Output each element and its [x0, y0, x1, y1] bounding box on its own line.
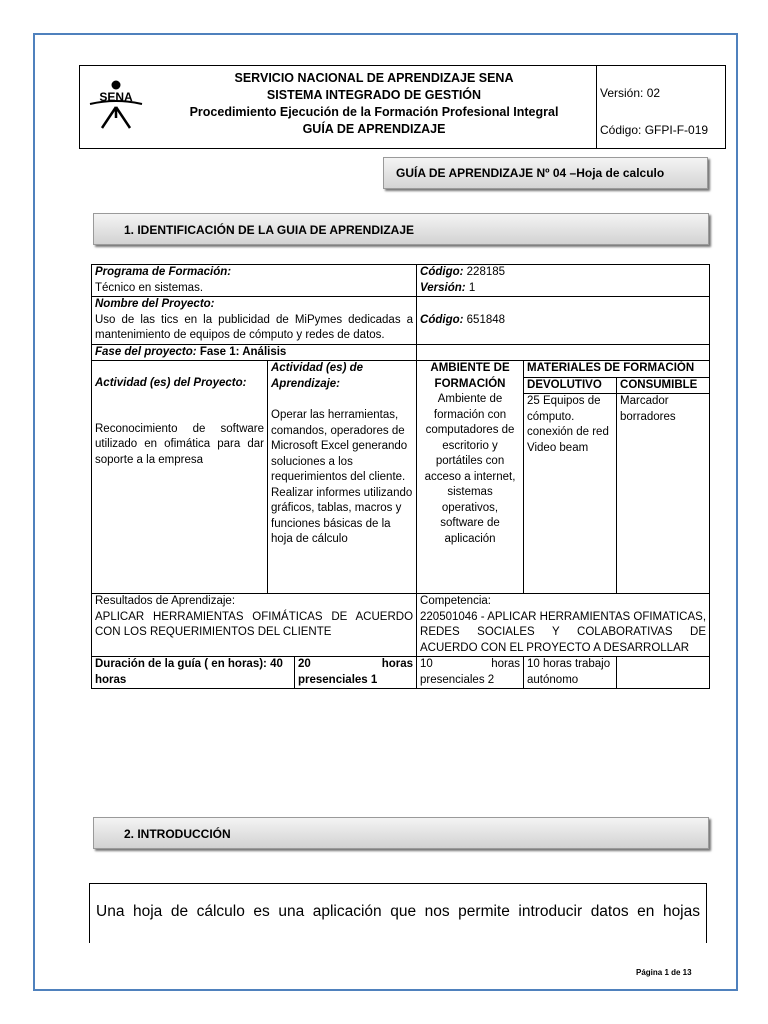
section-1-title: 1. IDENTIFICACIÓN DE LA GUIA DE APRENDIZAJE [93, 213, 709, 245]
identification-table: Programa de Formación: Técnico en sistemas. Código: 228185 Versión: 1 Nombre del Proyecto: Uso de las tics en la publicidad de MiPymes dedicadas a mantenimiento de equipos de cómputo y redes de datos. Código: 651848 Fase del proyecto: Fase 1: Análisis Actividad (es) del Proyecto: Reconocimiento de software utilizado en ofimática para dar soporte a la empresa Actividad (es) de Aprendizaje: Operar las herramientas, comandos, operadores de Microsoft Excel generando soluciones a los requerimientos del cliente. Realizar informes utilizando gráficos, tablas, macros y funciones básicas de la hoja de cálculo AMBIENTE DE FORMACIÓN Ambiente de formación con computadores de escritorio y portátiles con acceso a internet, sistemas operativos, software de aplicación MATERIALES DE FORMACIÓN DEVOLUTIVO CONSUMIBLE 25 Equipos de cómputo. conexión de red Video beam Marcador borradores Resultados de Aprendizaje: APLICAR HERRAMIENTAS OFIMÁTICAS DE ACUERDO CON LOS REQUERIMIENTOS DEL CLIENTE Competencia: 220501046 - APLICAR HERRAMIENTAS OFIMATICAS, REDES SOCIALES Y COLABORATIVAS DE ACUERDO CON EL PROYECTO A DESARROLLAR Duración de la guía ( en horas): 40 horas 20 horas presenciales 1 10 horas presenciales 2 10 horas trabajo autónomo [91, 264, 710, 689]
guide-title: GUÍA DE APRENDIZAJE Nº 04 –Hoja de calculo [383, 157, 708, 189]
consumible-value: Marcador borradores [617, 394, 710, 594]
programa-value: Técnico en sistemas. [95, 281, 204, 294]
codigo-value: 228185 [466, 266, 506, 278]
document-header [79, 65, 726, 149]
introduction-text: Una hoja de cálculo es una aplicación que nos permite introducir datos en hojas [96, 903, 700, 920]
page-number: Página 1 de 13 [636, 968, 692, 977]
header-title: SERVICIO NACIONAL DE APRENDIZAJE SENA SISTEMA INTEGRADO DE GESTIÓN Procedimiento Ejecución de la Formación Profesional Integral GUÍA DE APRENDIZAJE [189, 71, 559, 136]
header-version: Versión: 02 [600, 86, 661, 100]
codigo-proyecto-value: 651848 [466, 313, 506, 326]
header-code: Código: GFPI-F-019 [600, 123, 709, 137]
version-value: 1 [468, 281, 476, 294]
section-2-title: 2. INTRODUCCIÓN [93, 817, 709, 849]
actividad-aprendizaje-2: Realizar informes utilizando gráficos, tablas, macros y funciones básicas de la hoja de cálculo [271, 486, 413, 545]
programa-label: Programa de Formación: [95, 266, 232, 278]
proyecto-value: Uso de las tics en la publicidad de MiPymes dedicadas a mantenimiento de equipos de cómputo y redes de datos. [95, 313, 414, 341]
introduction-box [89, 883, 707, 943]
devolutivo-value: 25 Equipos de cómputo. conexión de red Video beam [524, 394, 617, 594]
sena-logo [80, 66, 152, 148]
fase-value: Fase 1: Análisis [199, 345, 287, 358]
actividad-proyecto-value: Reconocimiento de software utilizado en ofimática para dar soporte a la empresa [95, 422, 264, 466]
competencia-value: 220501046 - APLICAR HERRAMIENTAS OFIMATICAS, REDES SOCIALES Y COLABORATIVAS DE ACUERDO CON EL PROYECTO A DESARROLLAR [420, 610, 707, 654]
resultados-value: APLICAR HERRAMIENTAS OFIMÁTICAS DE ACUERDO CON LOS REQUERIMIENTOS DEL CLIENTE [95, 610, 414, 638]
svg-text:SENA: SENA [99, 90, 133, 104]
ambiente-value: Ambiente de formación con computadores de escritorio y portátiles con acceso a internet, sistemas operativos, software de aplicación [424, 393, 516, 545]
duracion-value: Duración de la guía ( en horas): 40 horas [92, 657, 295, 689]
actividad-aprendizaje-1: Operar las herramientas, comandos, operadores de Microsoft Excel generando soluciones a los requerimientos del cliente. [271, 409, 408, 483]
